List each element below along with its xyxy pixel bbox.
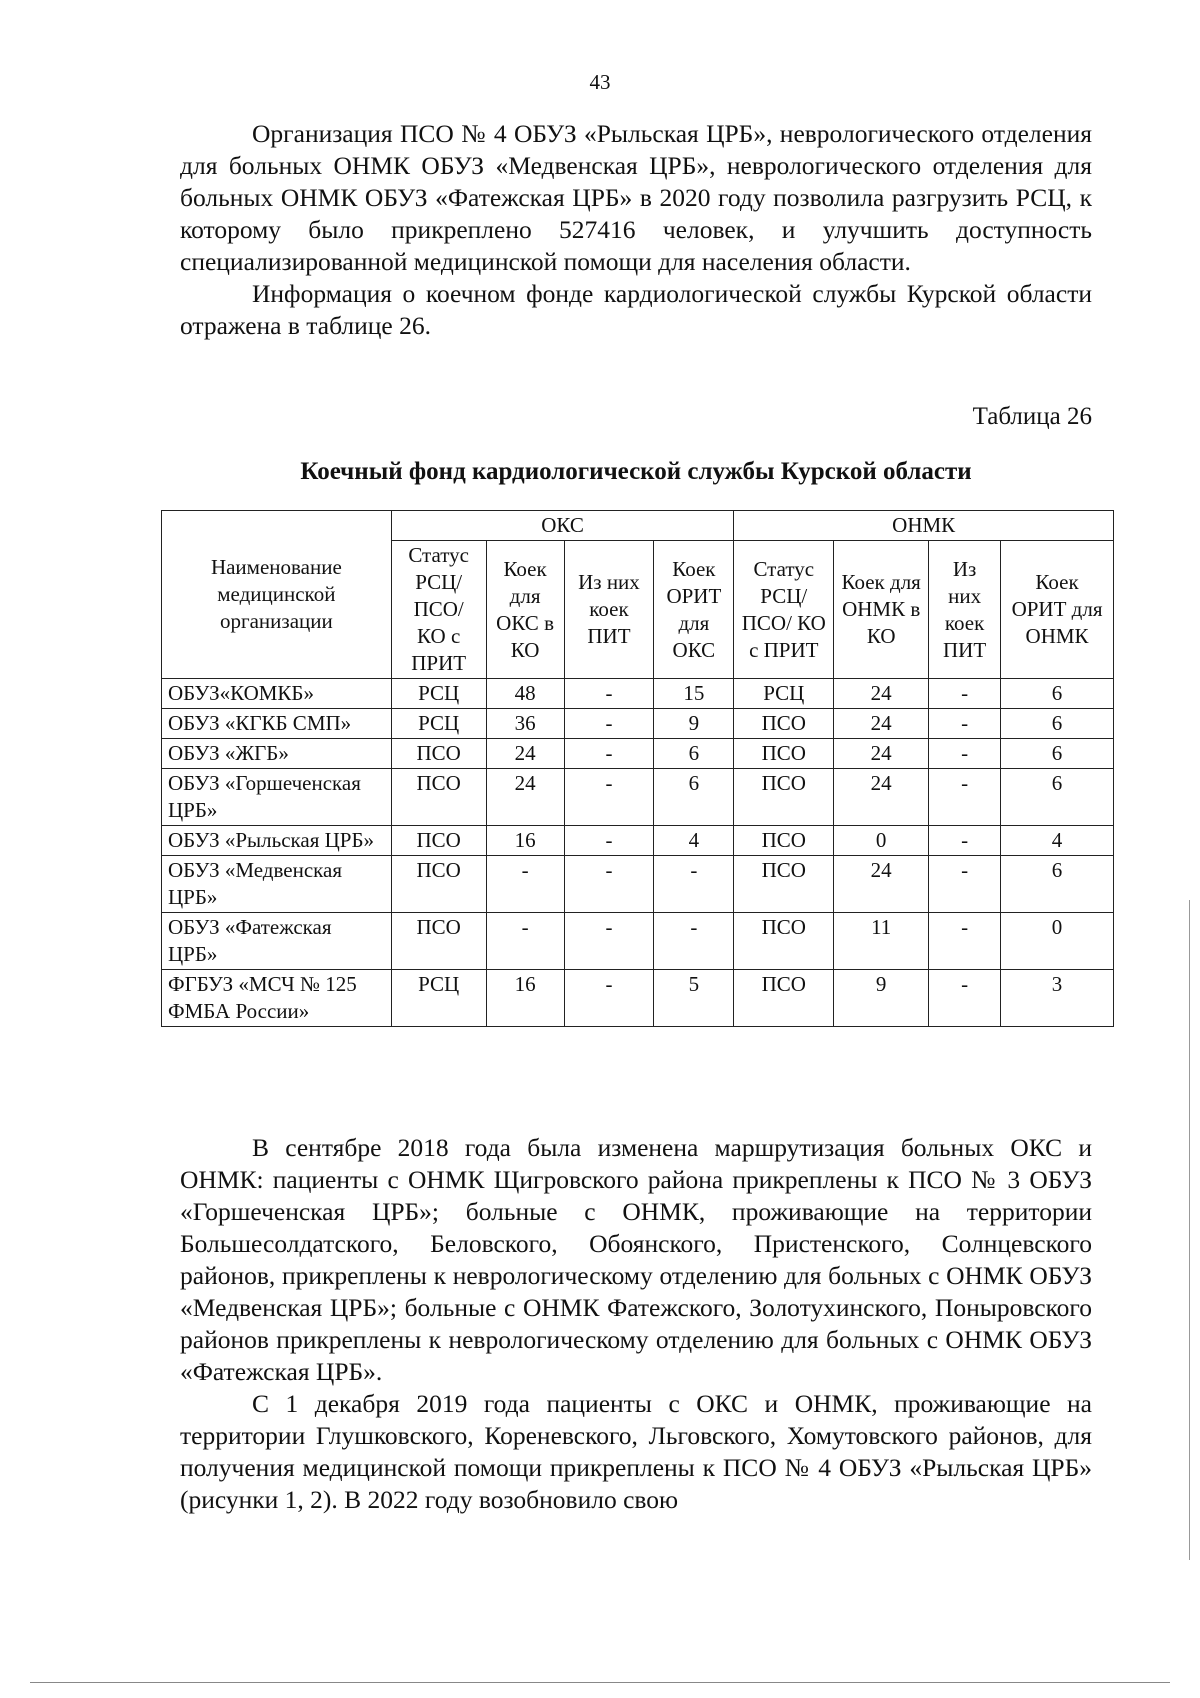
group-header-onmk: ОНМК: [734, 511, 1114, 541]
scan-artifact-edge: [1189, 900, 1190, 1560]
table-body: [162, 679, 1114, 1027]
table-cell: -: [564, 826, 654, 856]
table-cell: 24: [486, 739, 564, 769]
paragraph: Информация о коечном фонде кардиологической службы Курской области отражена в таблице 26.: [180, 279, 1092, 340]
table-row: [162, 856, 1114, 913]
table-cell: -: [929, 679, 1001, 709]
table-cell: ПСО: [391, 739, 486, 769]
table-cell: 36: [486, 709, 564, 739]
paragraph: Организация ПСО № 4 ОБУЗ «Рыльская ЦРБ», неврологического отделения для больных ОНМК ОБУЗ «Медвенская ЦРБ», неврологического отделения для больных ОНМК ОБУЗ «Фатежская ЦРБ» в 2020 году позволила разгрузить РСЦ, к которому было прикреплено 527416 человек, и улучшить доступность специализированной медицинской помощи для населения области.: [180, 119, 1092, 276]
table-cell: РСЦ: [391, 709, 486, 739]
table-cell: 24: [834, 856, 929, 913]
table-cell: ПСО: [391, 913, 486, 970]
organization-name-cell: ОБУЗ «Горшеченская ЦРБ»: [162, 769, 392, 826]
table-cell: ПСО: [734, 826, 834, 856]
table-cell: ПСО: [734, 856, 834, 913]
table-row: [162, 826, 1114, 856]
column-header: Из них коек ПИТ: [564, 541, 654, 679]
table-cell: ПСО: [734, 709, 834, 739]
table-cell: ПСО: [734, 913, 834, 970]
table-cell: -: [929, 826, 1001, 856]
organization-name-cell: ФГБУЗ «МСЧ № 125 ФМБА России»: [162, 970, 392, 1027]
organization-name-cell: ОБУЗ «Медвенская ЦРБ»: [162, 856, 392, 913]
table-cell: -: [486, 913, 564, 970]
table-cell: 0: [1001, 913, 1114, 970]
table-row: [162, 709, 1114, 739]
scan-artifact-line: [30, 1682, 1170, 1683]
column-header-name: Наименование медицинской организации: [162, 511, 392, 679]
table-cell: -: [564, 769, 654, 826]
column-header: Коек для ОНМК в КО: [834, 541, 929, 679]
organization-name-cell: ОБУЗ «Рыльская ЦРБ»: [162, 826, 392, 856]
table-cell: -: [929, 739, 1001, 769]
bed-fund-table: [161, 510, 1114, 1027]
table-cell: 48: [486, 679, 564, 709]
paragraph: В сентябре 2018 года была изменена маршрутизация больных ОКС и ОНМК: пациенты с ОНМК Щигровского района прикреплены к ПСО № 3 ОБУЗ «Горшеченская ЦРБ»; больные с ОНМК, проживающие на территории Большесолдатского, Беловского, Обоянского, Пристенского, Солнцевского районов, прикреплены к неврологическому отделению для больных с ОНМК ОБУЗ «Медвенская ЦРБ»; больные с ОНМК Фатежского, Золотухинского, Поныровского районов прикреплены к неврологическому отделению для больных с ОНМК ОБУЗ «Фатежская ЦРБ».: [180, 1133, 1092, 1386]
table-cell: 24: [834, 769, 929, 826]
table-cell: 4: [654, 826, 734, 856]
table-cell: -: [564, 709, 654, 739]
table-cell: 16: [486, 826, 564, 856]
table-cell: 6: [1001, 709, 1114, 739]
table-cell: РСЦ: [391, 970, 486, 1027]
table-cell: 5: [654, 970, 734, 1027]
table-cell: -: [486, 856, 564, 913]
table-cell: 0: [834, 826, 929, 856]
table-cell: 24: [486, 769, 564, 826]
column-header: Коек ОРИТ для ОНМК: [1001, 541, 1114, 679]
column-header: Статус РСЦ/ ПСО/ КО с ПРИТ: [391, 541, 486, 679]
column-header: Из них коек ПИТ: [929, 541, 1001, 679]
table-cell: -: [929, 970, 1001, 1027]
table-cell: 6: [654, 739, 734, 769]
table-cell: -: [564, 913, 654, 970]
table-cell: ПСО: [734, 769, 834, 826]
table-cell: 24: [834, 709, 929, 739]
table-cell: -: [929, 856, 1001, 913]
table-row: [162, 769, 1114, 826]
table-cell: -: [654, 856, 734, 913]
table-title: Коечный фонд кардиологической службы Курской области: [300, 458, 972, 485]
table-cell: РСЦ: [734, 679, 834, 709]
table-cell: 3: [1001, 970, 1114, 1027]
table-cell: -: [929, 709, 1001, 739]
table-cell: 4: [1001, 826, 1114, 856]
table-cell: 15: [654, 679, 734, 709]
table-cell: 9: [834, 970, 929, 1027]
table-row: [162, 679, 1114, 709]
table-label: Таблица 26: [972, 403, 1092, 430]
table-cell: -: [564, 739, 654, 769]
table-row: [162, 913, 1114, 970]
organization-name-cell: ОБУЗ «Фатежская ЦРБ»: [162, 913, 392, 970]
table-cell: 6: [654, 769, 734, 826]
paragraph: С 1 декабря 2019 года пациенты с ОКС и ОНМК, проживающие на территории Глушковского, Кореневского, Льговского, Хомутовского районов, для получения медицинской помощи прикреплены к ПСО № 4 ОБУЗ «Рыльская ЦРБ» (рисунки 1, 2). В 2022 году возобновило свою: [180, 1389, 1092, 1514]
table-cell: 6: [1001, 739, 1114, 769]
table-cell: -: [654, 913, 734, 970]
table-cell: -: [929, 769, 1001, 826]
table-cell: 11: [834, 913, 929, 970]
column-header: Статус РСЦ/ ПСО/ КО с ПРИТ: [734, 541, 834, 679]
table-cell: ПСО: [391, 769, 486, 826]
table-cell: -: [564, 970, 654, 1027]
table-cell: -: [564, 856, 654, 913]
intro-text: [180, 118, 1092, 342]
organization-name-cell: ОБУЗ«КОМКБ»: [162, 679, 392, 709]
table-cell: ПСО: [734, 970, 834, 1027]
column-header: Коек для ОКС в КО: [486, 541, 564, 679]
organization-name-cell: ОБУЗ «ЖГБ»: [162, 739, 392, 769]
table-cell: -: [564, 679, 654, 709]
table-cell: ПСО: [391, 826, 486, 856]
table-cell: 24: [834, 679, 929, 709]
table-cell: 6: [1001, 769, 1114, 826]
table-cell: 9: [654, 709, 734, 739]
table-cell: ПСО: [391, 856, 486, 913]
table-row: [162, 739, 1114, 769]
table-cell: РСЦ: [391, 679, 486, 709]
table-cell: 24: [834, 739, 929, 769]
body-text: [180, 1132, 1092, 1516]
table-cell: 16: [486, 970, 564, 1027]
table-cell: 6: [1001, 856, 1114, 913]
organization-name-cell: ОБУЗ «КГКБ СМП»: [162, 709, 392, 739]
column-header: Коек ОРИТ для ОКС: [654, 541, 734, 679]
table-row: [162, 970, 1114, 1027]
page-number: 43: [589, 70, 611, 94]
table-cell: ПСО: [734, 739, 834, 769]
table-group-header-row: [162, 511, 1114, 541]
table-cell: -: [929, 913, 1001, 970]
table-cell: 6: [1001, 679, 1114, 709]
group-header-oks: ОКС: [391, 511, 734, 541]
